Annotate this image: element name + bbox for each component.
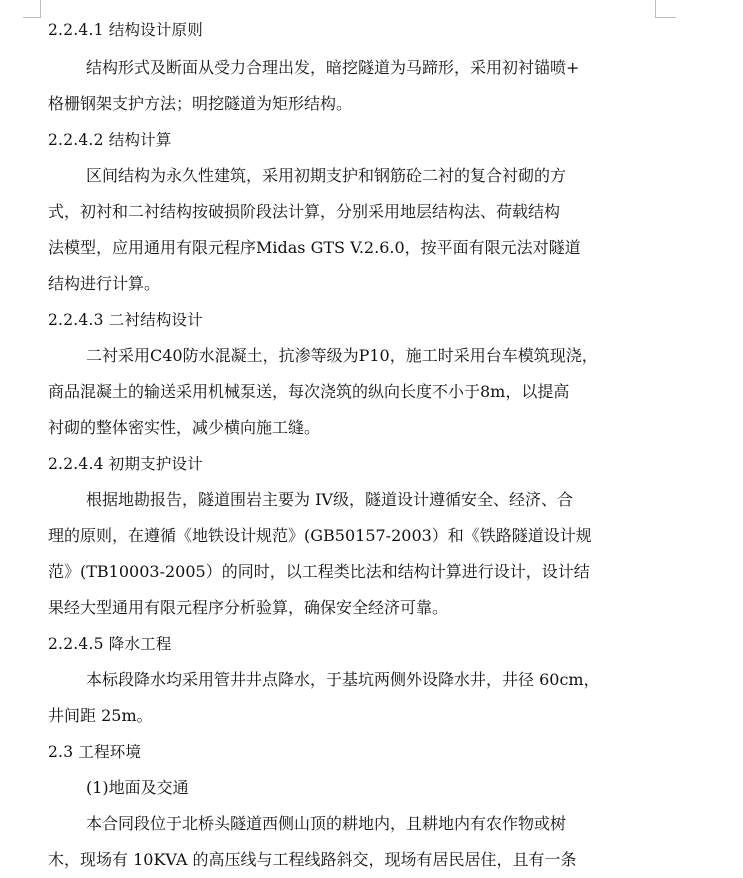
section-heading-2-2-4-1: 2.2.4.1 结构设计原则 xyxy=(48,21,203,39)
subsection-label: (1)地面及交通 xyxy=(86,778,189,797)
paragraph-line: 理的原则，在遵循《地铁设计规范》(GB50157-2003）和《铁路隧道设计规 xyxy=(48,526,592,545)
section-heading-2-2-4-4: 2.2.4.4 初期支护设计 xyxy=(48,455,203,473)
paragraph-line: 果经大型通用有限元程序分析验算，确保安全经济可靠。 xyxy=(48,598,449,617)
paragraph-line: 区间结构为永久性建筑，采用初期支护和钢筋砼二衬的复合衬砌的方 xyxy=(86,166,567,185)
crop-mark-top-right-horizontal xyxy=(655,17,676,18)
paragraph-line: 结构形式及断面从受力合理出发，暗挖隧道为马蹄形，采用初衬锚喷+ xyxy=(86,58,580,77)
paragraph-line: 商品混凝土的输送采用机械泵送，每次浇筑的纵向长度不小于8m，以提高 xyxy=(48,382,570,401)
paragraph-line: 井间距 25m。 xyxy=(48,706,153,725)
section-heading-2-2-4-3: 2.2.4.3 二衬结构设计 xyxy=(48,311,203,329)
paragraph-line: 结构进行计算。 xyxy=(48,274,161,293)
paragraph-line: 本合同段位于北桥头隧道西侧山顶的耕地内，且耕地内有农作物或树 xyxy=(86,814,567,833)
paragraph-line: 式，初衬和二衬结构按破损阶段法计算，分别采用地层结构法、荷载结构 xyxy=(48,202,561,221)
paragraph-line: 二衬采用C40防水混凝土，抗渗等级为P10，施工时采用台车模筑现浇， xyxy=(86,346,598,365)
crop-mark-top-right-vertical xyxy=(655,0,656,17)
paragraph-line: 本标段降水均采用管井井点降水，于基坑两侧外设降水井，井径 60cm， xyxy=(86,670,600,689)
paragraph-line: 根据地勘报告，隧道围岩主要为 IV级，隧道设计遵循安全、经济、合 xyxy=(86,490,573,509)
paragraph-line: 法模型，应用通用有限元程序Midas GTS V.2.6.0，按平面有限元法对隧道 xyxy=(48,238,581,257)
paragraph-line: 范》(TB10003-2005）的同时，以工程类比法和结构计算进行设计，设计结 xyxy=(48,562,590,581)
crop-mark-top-left-horizontal xyxy=(23,17,41,18)
paragraph-line: 格栅钢架支护方法；明挖隧道为矩形结构。 xyxy=(48,94,353,113)
section-heading-2-3: 2.3 工程环境 xyxy=(48,743,142,761)
crop-mark-top-left-vertical xyxy=(40,0,41,17)
section-heading-2-2-4-5: 2.2.4.5 降水工程 xyxy=(48,635,172,653)
paragraph-line: 衬砌的整体密实性，减少横向施工缝。 xyxy=(48,418,321,437)
paragraph-line: 木，现场有 10KVA 的高压线与工程线路斜交，现场有居民居住，且有一条 xyxy=(48,850,577,869)
section-heading-2-2-4-2: 2.2.4.2 结构计算 xyxy=(48,131,172,149)
